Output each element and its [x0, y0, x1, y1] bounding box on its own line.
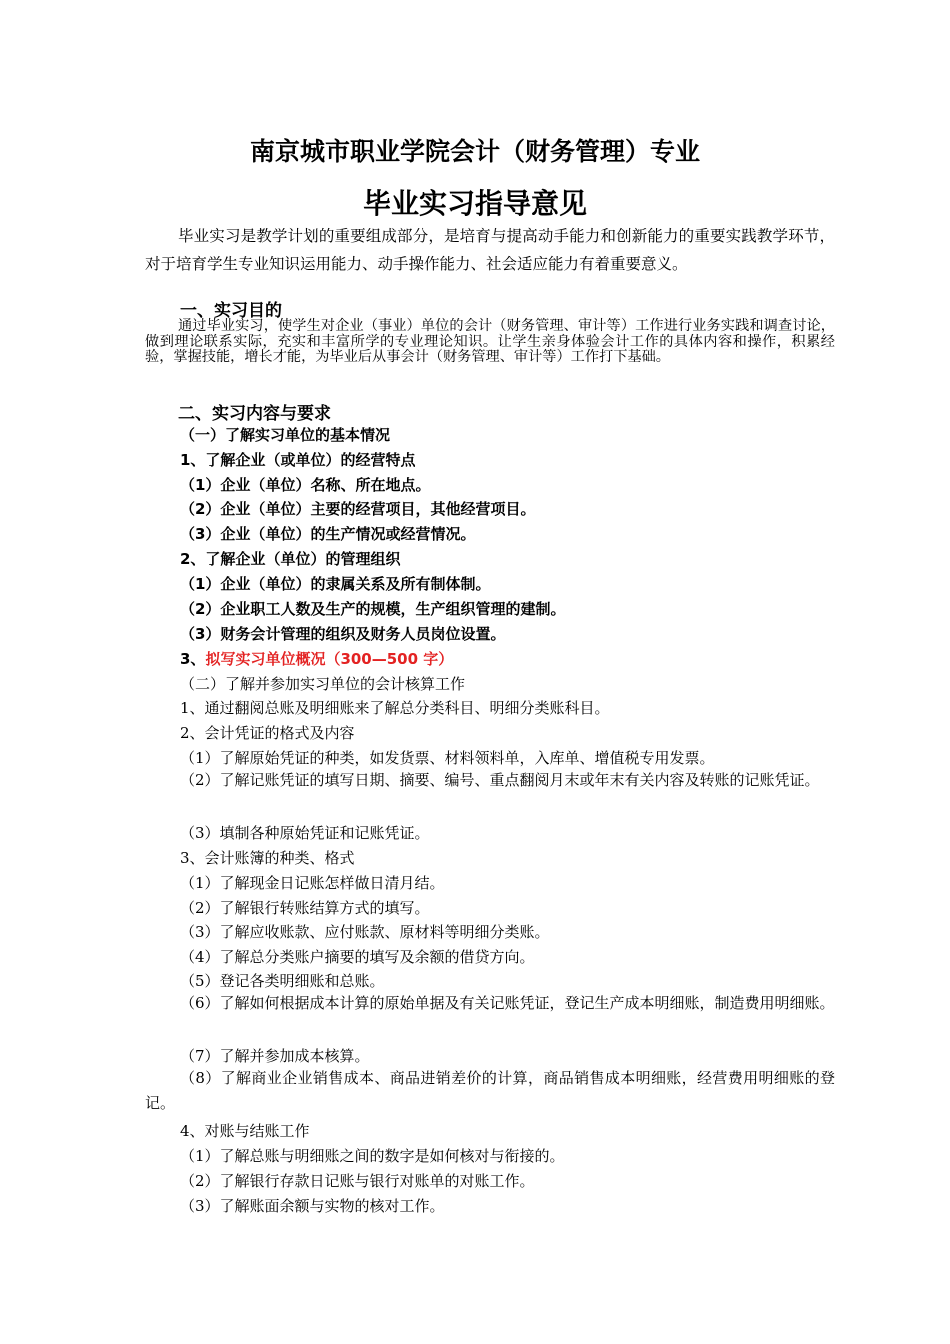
sub1-item2-1: （1）企业（单位）的隶属关系及所有制体制。: [180, 575, 491, 593]
sub1-item3-highlight: 拟写实习单位概况（300—500 字）: [205, 650, 454, 668]
section2-heading: 二、实习内容与要求: [178, 404, 331, 424]
sub1-item2-3: （3）财务会计管理的组织及财务人员岗位设置。: [180, 625, 506, 643]
sub2-item3-4: （4）了解总分类账户摘要的填写及余额的借贷方向。: [180, 948, 535, 966]
sub1-item3: [180, 648, 453, 669]
sub2-item2-1: （1）了解原始凭证的种类，如发货票、材料领料单，入库单、增值税专用发票。: [180, 749, 715, 767]
sub1-item1-2: （2）企业（单位）主要的经营项目，其他经营项目。: [180, 500, 536, 518]
sub2-item4-1: （1）了解总账与明细账之间的数字是如何核对与衔接的。: [180, 1147, 565, 1165]
sub2-item1: 1、通过翻阅总账及明细账来了解总分类科目、明细分类账科目。: [180, 699, 610, 717]
sub1-item1-3: （3）企业（单位）的生产情况或经营情况。: [180, 525, 476, 543]
intro-paragraph: 毕业实习是教学计划的重要组成部分，是培育与提高动手能力和创新能力的重要实践教学环节，对于培育学生专业知识运用能力、动手操作能力、社会适应能力有着重要意义。: [145, 227, 835, 273]
sub1-item3-number: 3、: [180, 650, 206, 668]
section1-heading: 一、实习目的: [180, 301, 282, 321]
sub2-item3-7: （7）了解并参加成本核算。: [180, 1047, 370, 1065]
section1-body: 通过毕业实习，使学生对企业（事业）单位的会计（财务管理、审计等）工作进行业务实践和调查讨论，做到理论联系实际，充实和丰富所学的专业理论知识。让学生亲身体验会计工作的具体内容和操作，积累经验，掌握技能，增长才能，为毕业后从事会计（财务管理、审计等）工作打下基础。: [145, 318, 835, 365]
sub2-item2: 2、会计凭证的格式及内容: [180, 724, 355, 742]
sub2-heading: （二）了解并参加实习单位的会计核算工作: [180, 675, 466, 693]
sub1-item1-1: （1）企业（单位）名称、所在地点。: [180, 476, 431, 494]
sub2-item4-2: （2）了解银行存款日记账与银行对账单的对账工作。: [180, 1172, 535, 1190]
document-title-line1: 南京城市职业学院会计（财务管理）专业: [249, 137, 700, 166]
sub2-item3-5: （5）登记各类明细账和总账。: [180, 972, 385, 990]
sub2-item4: 4、对账与结账工作: [180, 1122, 310, 1140]
document-title-line2: 毕业实习指导意见: [362, 187, 587, 220]
sub2-item3-3: （3）了解应收账款、应付账款、原材料等明细分类账。: [180, 923, 550, 941]
sub2-item3-2: （2）了解银行转账结算方式的填写。: [180, 899, 430, 917]
sub1-item2: 2、了解企业（单位）的管理组织: [180, 550, 401, 568]
sub2-item4-3: （3）了解账面余额与实物的核对工作。: [180, 1197, 445, 1215]
sub1-heading: （一）了解实习单位的基本情况: [180, 426, 391, 444]
sub2-item3-6: （6）了解如何根据成本计算的原始单据及有关记账凭证，登记生产成本明细账，制造费用明细账。: [180, 994, 835, 1012]
sub2-item3-1: （1）了解现金日记账怎样做日清月结。: [180, 874, 445, 892]
sub2-item3-8: （8）了解商业企业销售成本、商品进销差价的计算，商品销售成本明细账，经营费用明细账的登记。: [145, 1069, 835, 1112]
sub2-item2-2: （2）了解记账凭证的填写日期、摘要、编号、重点翻阅月末或年末有关内容及转账的记账凭证。: [180, 771, 820, 789]
sub2-item3: 3、会计账簿的种类、格式: [180, 849, 355, 867]
sub1-item2-2: （2）企业职工人数及生产的规模，生产组织管理的建制。: [180, 600, 566, 618]
sub1-item1: 1、了解企业（或单位）的经营特点: [180, 451, 416, 469]
sub2-item2-3: （3）填制各种原始凭证和记账凭证。: [180, 824, 430, 842]
